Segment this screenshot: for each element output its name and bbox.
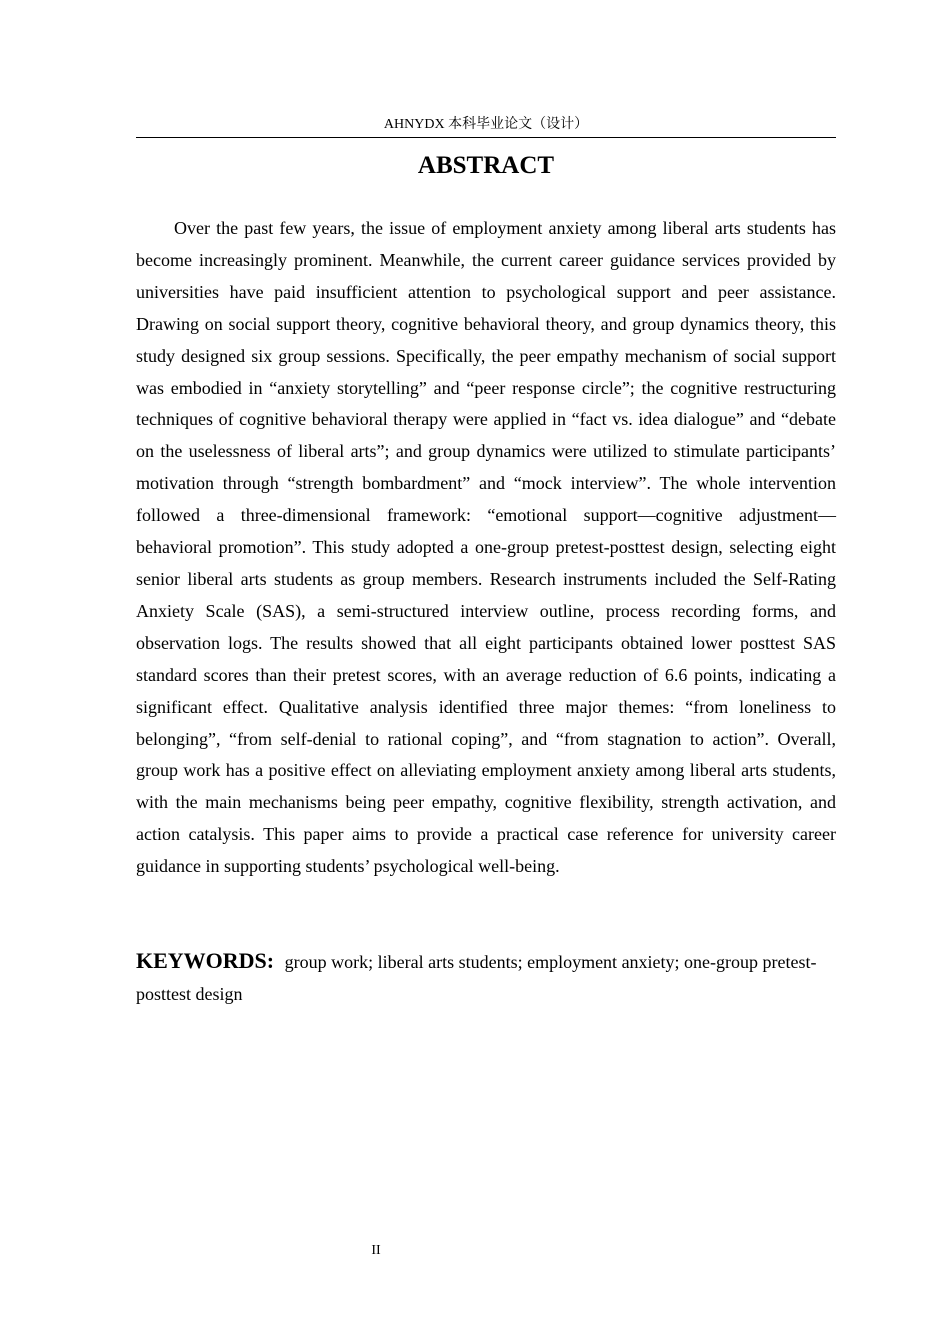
header-divider — [136, 137, 836, 138]
page-title: ABSTRACT — [417, 152, 555, 179]
page-number: II — [371, 1243, 381, 1258]
keywords-label: KEYWORDS: — [136, 948, 275, 973]
running-header: AHNYDX 本科毕业论文（设计） — [383, 117, 589, 132]
keywords-block — [136, 945, 836, 1010]
abstract-paragraph: Over the past few years, the issue of employment anxiety among liberal arts students has become increasingly prominent. Meanwhile, the current career guidance services provided by universities have paid insufficient attention to psychological support and peer assistance. Drawing on social support theory, cognitive behavioral theory, and group dynamics theory, this study designed six group sessions. Specifically, the peer empathy mechanism of social support was embodied in “anxiety storytelling” and “peer response circle”; the cognitive restructuring techniques of cognitive behavioral therapy were applied in “fact vs. idea dialogue” and “debate on the uselessness of liberal arts”; and group dynamics were utilized to stimulate participants’ motivation through “strength bombardment” and “mock interview”. The whole intervention followed a three-dimensional framework: “emotional support—cognitive adjustment—behavioral promotion”. This study adopted a one-group pretest-posttest design, selecting eight senior liberal arts students as group members. Research instruments included the Self-Rating Anxiety Scale (SAS), a semi-structured interview outline, process recording forms, and observation logs. The results showed that all eight participants obtained lower posttest SAS standard scores than their pretest scores, with an average reduction of 6.6 points, indicating a significant effect. Qualitative analysis identified three major themes: “from loneliness to belonging”, “from self-denial to rational coping”, and “from stagnation to action”. Overall, group work has a positive effect on alleviating employment anxiety among liberal arts students, with the main mechanisms being peer empathy, cognitive flexibility, strength activation, and action catalysis. This paper aims to provide a practical case reference for university career guidance in supporting students’ psychological well-being. — [136, 218, 836, 877]
keywords-text: group work; liberal arts students; employment anxiety; one-group pretest-posttest design — [136, 952, 817, 1004]
